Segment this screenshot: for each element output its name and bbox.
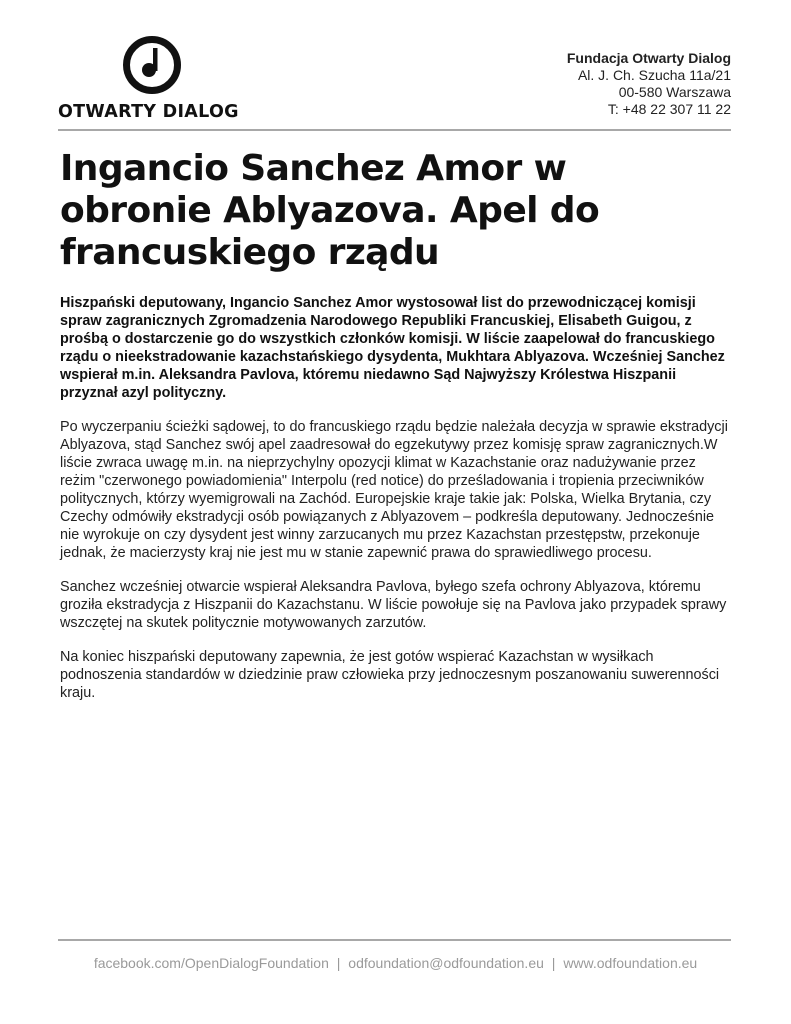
phone-line: T: +48 22 307 11 22 [607,101,731,117]
footer-website-link[interactable]: www.odfoundation.eu [563,955,698,971]
logo [58,34,248,122]
header-divider [58,129,731,131]
footer-email-link[interactable]: odfoundation@odfoundation.eu [348,955,544,971]
article-paragraph-2: Sanchez wcześniej otwarcie wspierał Aleksandra Pavlova, byłego szefa ochrony Ablyazova, któremu groziła ekstradycja z Hiszpanii do Kazachstanu. W liście powołuje się na Pavlova jako przypadek sprawy wszczętej na skutek politycznie motywowanych zarzutów. [60,579,727,631]
footer [0,955,791,971]
logo-text: OTWARTY DIALOG [58,102,239,122]
article-body [60,294,735,718]
article-paragraph-1: Po wyczerpaniu ścieżki sądowej, to do francuskiego rządu będzie należała decyzja w sprawie ekstradycji Ablyazova, stąd Sanchez swój apel zaadresował do egzekutywy przez komisję spraw zagranicznych.W liście zwraca uwagę m.in. na nieprzychylny opozycji klimat w Kazachstanie oraz nadużywanie przez reżim "czerwonego powiadomienia" Interpolu (red notice) do prześladowania i tropienia przeciwników politycznych, którzy wyemigrowali na Zachód. Europejskie kraje takie jak: Polska, Wielka Brytania, czy Czechy odmówiły ekstradycji osób powiązanych z Ablyazovem – podkreśla deputowany. Jednocześnie nie wyrokuje on czy dysydent jest winny zarzucanych mu przez Kazachstan przestępstw, przekonuje jednak, że macierzysty kraj nie jest mu w stanie zapewnić prawa do sprawiedliwego procesu. [60,419,728,561]
footer-separator: | [551,955,556,971]
organization-name: Fundacja Otwarty Dialog [566,50,731,66]
otwarty-dialog-logo-icon [121,34,183,96]
city-line: 00-580 Warszawa [618,84,731,100]
footer-separator: | [336,955,341,971]
article-lead: Hiszpański deputowany, Ingancio Sanchez Amor wystosował list do przewodniczącej komisji spraw zagranicznych Zgromadzenia Narodowego Republiki Francuskiej, Elisabeth Guigou, z prośbą o dostarczenie go do wszystkich członków komisji. W liście zaapelował do francuskiego rządu o nieekstradowanie kazachstańskiego dysydenta, Mukhtara Ablyazova. Wcześniej Sanchez wspierał m.in. Aleksandra Pavlova, któremu niedawno Sąd Najwyższy Królestwa Hiszpanii przyznał azyl polityczny. [60,295,725,401]
footer-divider [58,939,731,941]
article-title: Ingancio Sanchez Amor w obronie Ablyazova. Apel do francuskiego rządu [60,148,600,273]
footer-facebook-link[interactable]: facebook.com/OpenDialogFoundation [93,955,329,971]
article-paragraph-3: Na koniec hiszpański deputowany zapewnia, że jest gotów wspierać Kazachstan w wysiłkach podnoszenia standardów w dziedzinie praw człowieka przy jednoczesnym poszanowaniu suwerenności kraju. [60,649,720,701]
contact-block [567,50,731,118]
address-line: Al. J. Ch. Szucha 11a/21 [577,67,731,83]
